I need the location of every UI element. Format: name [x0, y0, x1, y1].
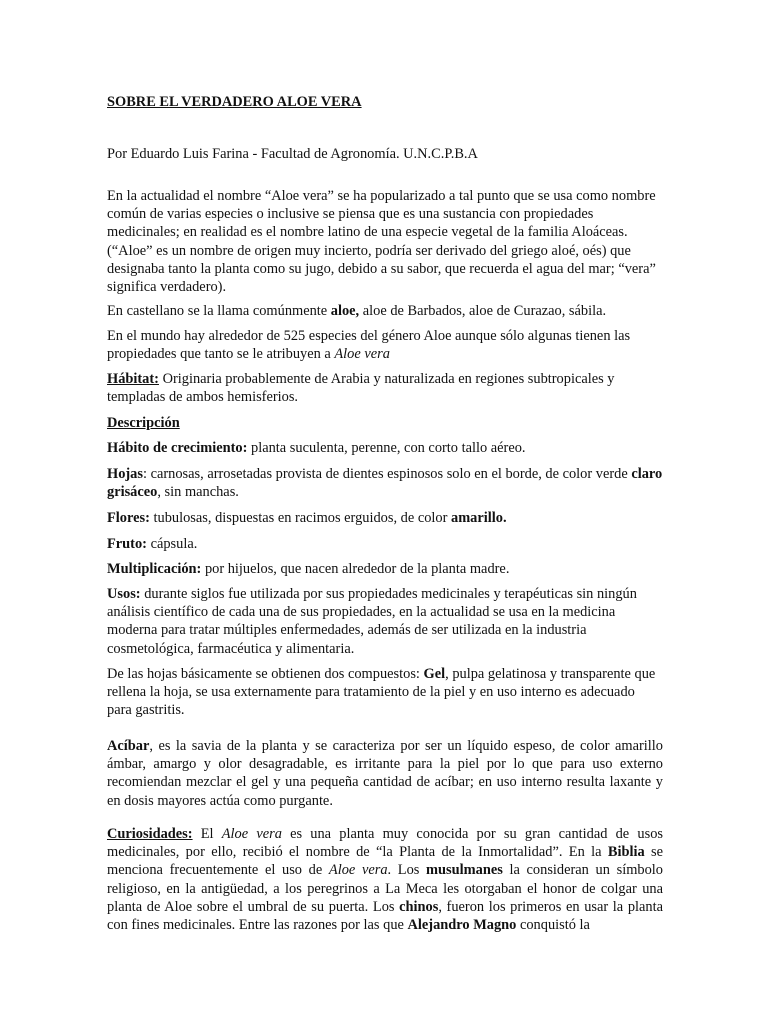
curiosities-paragraph: Curiosidades: El Aloe vera es una planta muy conocida por su gran cantidad de usos medicinales, por ello, recibió el nombre de “la Planta de la Inmortalidad”. En la Biblia se menciona frecuentemente el uso de Aloe vera. Los musulmanes la consideran un símbolo religioso, en la antigüedad, a los peregrinos a La Meca les otorgaban el honor de colgar una planta de Aloe sobre el umbral de su puerta. Los chinos, fueron los primeros en usar la planta con fines medicinales. Entre las razones por las que Alejandro Magno conquistó la — [107, 826, 663, 934]
growth-habit-item: Hábito de crecimiento: planta suculenta, perenne, con corto tallo aéreo. — [107, 440, 526, 456]
flowers-item: Flores: tubulosas, dispuestas en racimos erguidos, de color amarillo. — [107, 510, 507, 526]
leaves-item: Hojas: carnosas, arrosetadas provista de dientes espinosos solo en el borde, de color verde claro grisáceo, sin manchas. — [107, 466, 663, 501]
curiosities-label: Curiosidades: — [107, 826, 193, 842]
species-paragraph: En el mundo hay alrededor de 525 especies del género Aloe aunque sólo algunas tienen las propiedades que tanto se le atribuyen a Aloe vera — [107, 328, 631, 363]
description-heading: Descripción — [107, 415, 180, 431]
gel-paragraph: De las hojas básicamente se obtienen dos compuestos: Gel, pulpa gelatinosa y transparente que rellena la hoja, se usa externamente para tratamiento de la piel y en uso interno es adecuado para gastritis. — [107, 666, 656, 719]
fruit-item: Fruto: cápsula. — [107, 536, 198, 552]
intro-paragraph: En la actualidad el nombre “Aloe vera” se ha popularizado a tal punto que se usa como nombre común de varias especies o inclusive se piensa que es una sustancia con propiedades medicinales; en realidad es el nombre latino de una especie vegetal de la familia Aloáceas. (“Aloe” es un nombre de origen muy incierto, podría ser derivado del griego aloé, oés) que designaba tanto la planta como su jugo, debido a su sabor, que recuerda el agua del mar; “vera” significa verdadero). — [107, 188, 656, 296]
document-title: SOBRE EL VERDADERO ALOE VERA — [107, 94, 362, 110]
byline: Por Eduardo Luis Farina - Facultad de Agronomía. U.N.C.P.B.A — [107, 146, 478, 162]
habitat-label: Hábitat: — [107, 371, 159, 387]
acibar-paragraph: Acíbar, es la savia de la planta y se caracteriza por ser un líquido espeso, de color amarillo ámbar, amargo y olor desagradable, es irritante para la piel por lo que para uso externo recomiendan mezclar el gel y una pequeña cantidad de acíbar; en uso interno resulta laxante y en dosis mayores actúa como purgante. — [107, 738, 663, 809]
habitat-paragraph: Hábitat: Originaria probablemente de Arabia y naturalizada en regiones subtropicales y templadas de ambos hemisferios. — [107, 371, 615, 406]
uses-paragraph: Usos: durante siglos fue utilizada por sus propiedades medicinales y terapéuticas sin ningún análisis científico de cada una de sus propiedades, en la actualidad se usa en la medicina moderna para tratar múltiples enfermedades, además de ser utilizada en la industria cosmetológica, farmacéutica y alimentaria. — [107, 586, 637, 657]
common-names-paragraph: En castellano se la llama comúnmente aloe, aloe de Barbados, aloe de Curazao, sábila. — [107, 303, 607, 319]
propagation-item: Multiplicación: por hijuelos, que nacen alrededor de la planta madre. — [107, 561, 510, 577]
